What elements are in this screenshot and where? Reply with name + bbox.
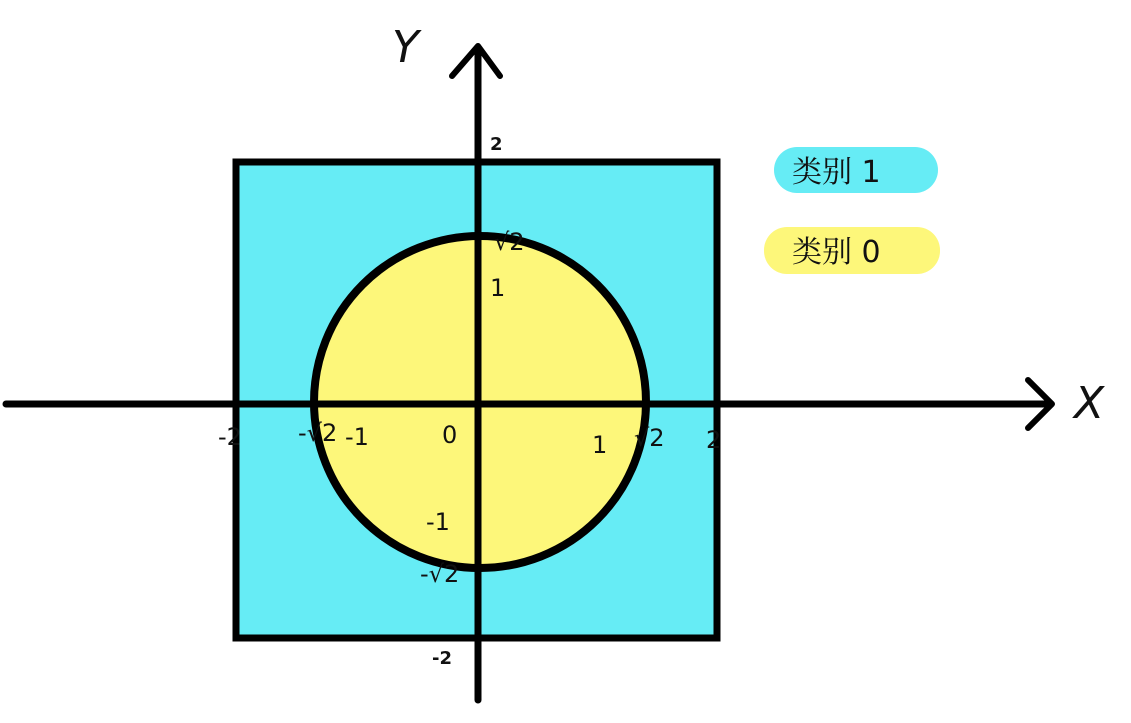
x-tick-label: 0 xyxy=(442,421,458,449)
x-tick-label: 2 xyxy=(706,426,722,454)
x-tick-label: 1 xyxy=(592,431,608,459)
legend xyxy=(764,147,940,274)
y-tick-label: 2 xyxy=(490,134,503,155)
legend-item-class-1-label: 类别 1 xyxy=(792,155,881,190)
legend-item-class-0-label: 类别 0 xyxy=(792,235,881,270)
y-tick-label: -√2 xyxy=(420,560,460,588)
y-tick-label: -1 xyxy=(426,508,450,536)
x-tick-label: -√2 xyxy=(298,419,338,447)
y-tick-label: -2 xyxy=(432,648,452,669)
x-axis-label: X xyxy=(1074,378,1105,429)
y-axis-label: Y xyxy=(392,22,419,73)
x-tick-label: √2 xyxy=(634,424,665,452)
y-tick-label: 1 xyxy=(490,274,506,302)
y-tick-label: √2 xyxy=(494,228,525,256)
x-tick-label: -2 xyxy=(218,423,242,451)
x-tick-label: -1 xyxy=(345,423,369,451)
